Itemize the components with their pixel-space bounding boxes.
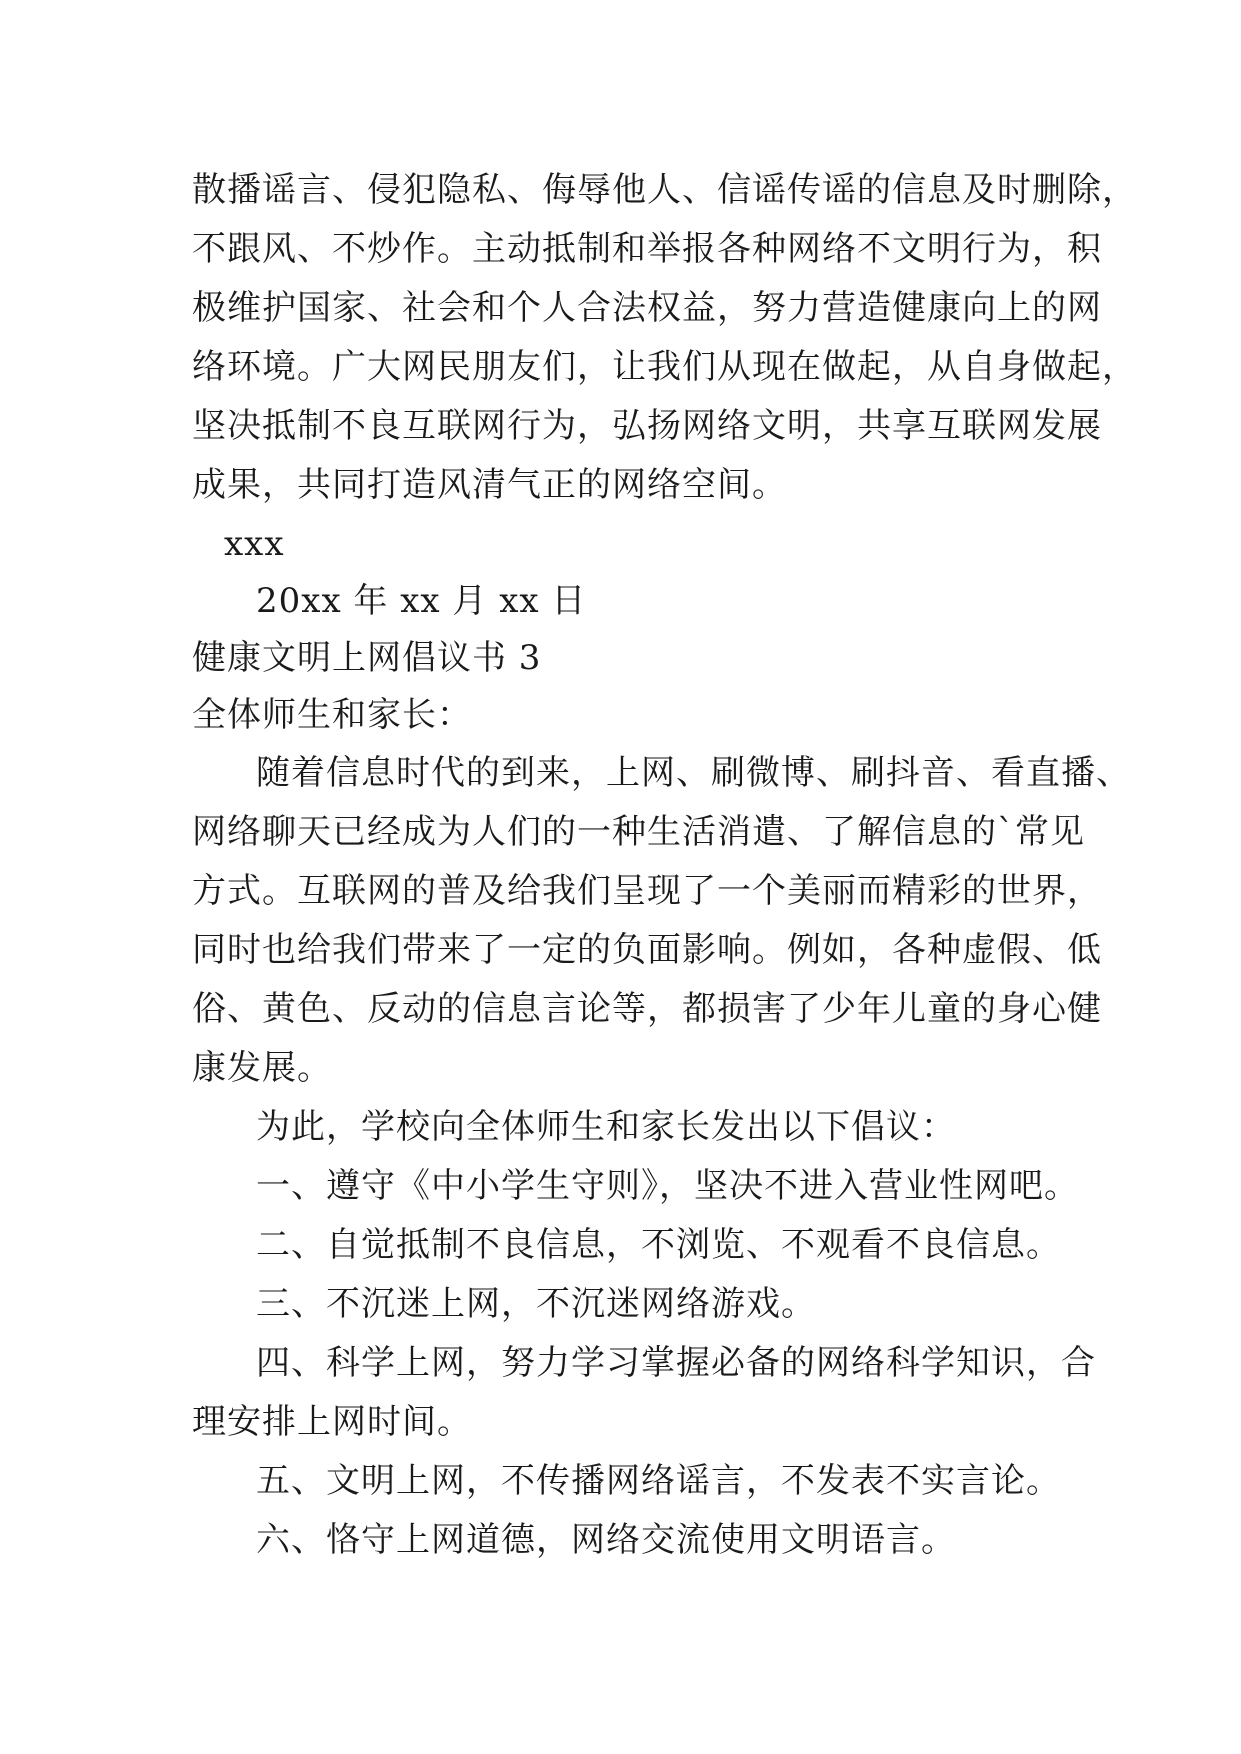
- list-item: 五、文明上网，不传播网络谣言，不发表不实言论。: [256, 1461, 1061, 1501]
- list-item: 一、遵守《中小学生守则》，坚决不进入营业性网吧。: [256, 1166, 1079, 1206]
- intro-line: 为此，学校向全体师生和家长发出以下倡议：: [256, 1107, 956, 1147]
- list-item: 四、科学上网，努力学习掌握必备的网络科学知识，合: [256, 1343, 1096, 1383]
- body-line: 坚决抵制不良互联网行为，弘扬网络文明，共享互联网发展: [192, 406, 1102, 446]
- list-item: 六、恪守上网道德，网络交流使用文明语言。: [256, 1520, 956, 1560]
- list-item-continuation: 理安排上网时间。: [192, 1402, 472, 1442]
- body-line: 俗、黄色、反动的信息言论等，都损害了少年儿童的身心健: [192, 989, 1102, 1029]
- list-item: 二、自觉抵制不良信息，不浏览、不观看不良信息。: [256, 1225, 1061, 1265]
- list-item: 三、不沉迷上网，不沉迷网络游戏。: [256, 1284, 816, 1324]
- body-line: 随着信息时代的到来，上网、刷微博、刷抖音、看直播、: [256, 753, 1131, 793]
- signature-date: 20xx 年 xx 月 xx 日: [256, 581, 587, 621]
- body-line: 同时也给我们带来了一定的负面影响。例如，各种虚假、低: [192, 930, 1102, 970]
- salutation: 全体师生和家长：: [192, 695, 472, 735]
- body-line: 不跟风、不炒作。主动抵制和举报各种网络不文明行为，积: [192, 229, 1102, 269]
- body-line: 成果，共同打造风清气正的网络空间。: [192, 465, 787, 505]
- body-line: 方式。互联网的普及给我们呈现了一个美丽而精彩的世界，: [192, 871, 1102, 911]
- body-line: 散播谣言、侵犯隐私、侮辱他人、信谣传谣的信息及时删除，: [192, 170, 1137, 210]
- section-title: 健康文明上网倡议书 3: [192, 638, 542, 678]
- body-line: 络环境。广大网民朋友们，让我们从现在做起，从自身做起，: [192, 347, 1137, 387]
- body-line: 康发展。: [192, 1048, 332, 1088]
- body-line: 网络聊天已经成为人们的一种生活消遣、了解信息的`常见: [192, 812, 1085, 852]
- signature-name: xxx: [224, 524, 285, 564]
- body-line: 极维护国家、社会和个人合法权益，努力营造健康向上的网: [192, 288, 1102, 328]
